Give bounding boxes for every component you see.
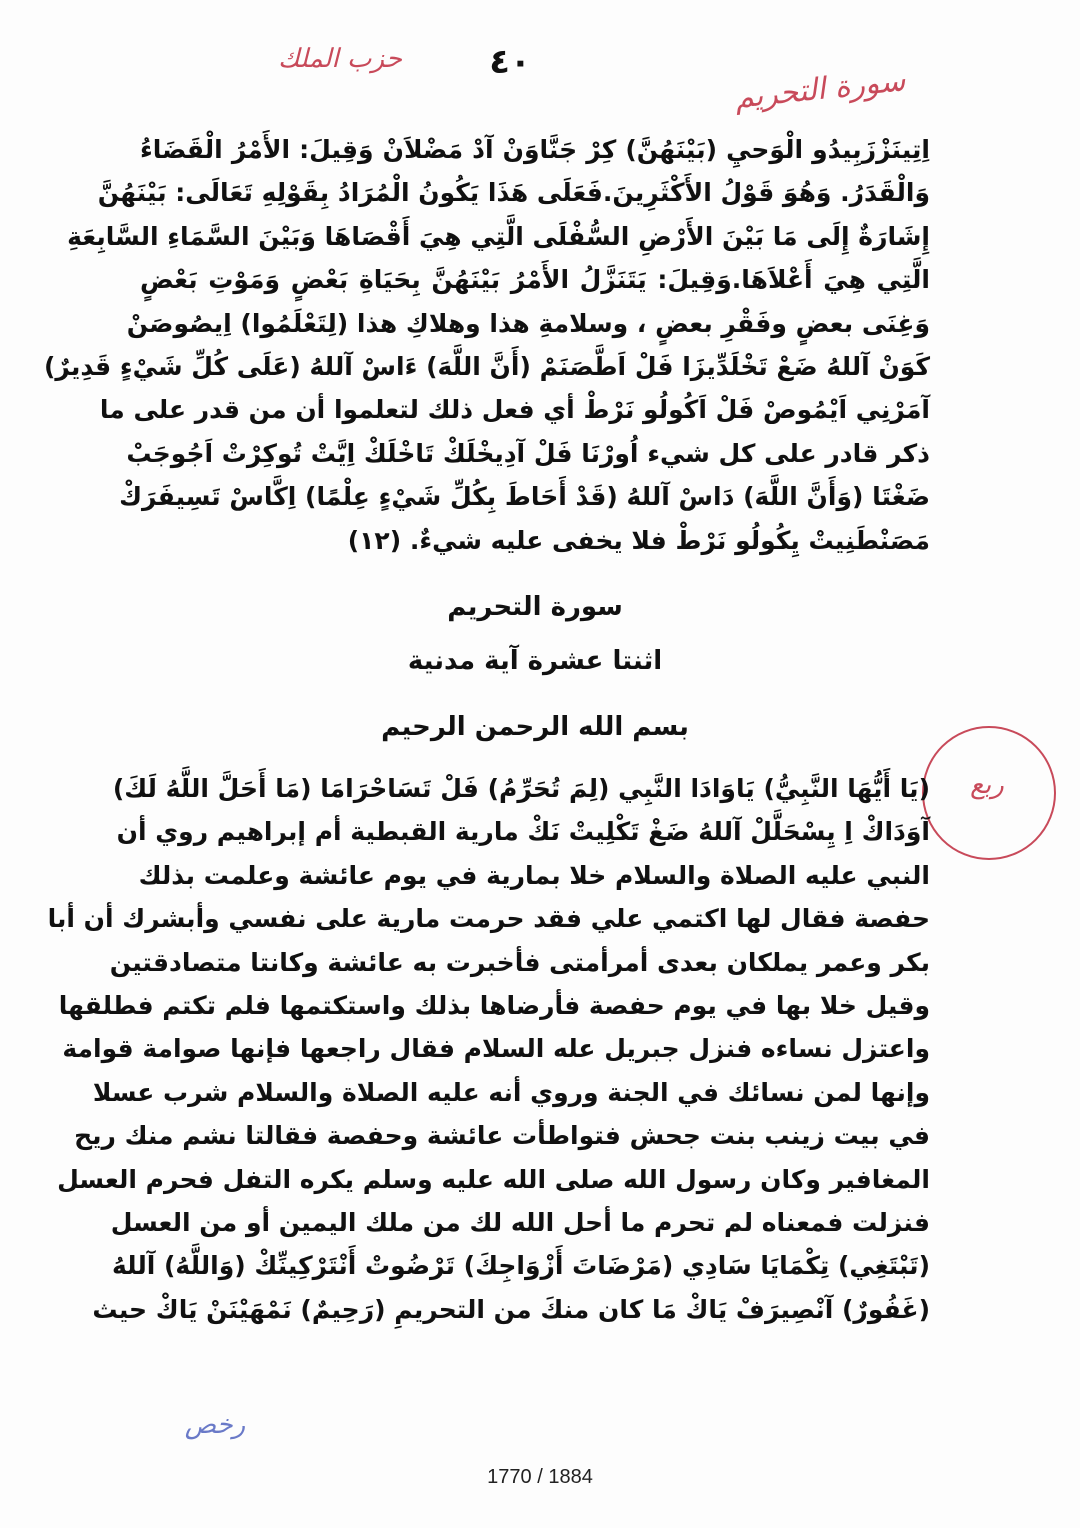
page-counter: 1770 / 1884 <box>487 1466 593 1488</box>
top-text-block <box>44 128 930 562</box>
text-line: (يَا أَيُّهَا النَّبِيُّ) يَاوَادَا النَّبِي (لِمَ تُحَرِّمُ) فَلْ تَسَاحْرَامَا (مَا أَحَلَّ اللَّهُ لَكَ) <box>112 774 930 803</box>
text-line: وإنها لمن نسائك في الجنة وروي أنه عليه الصلاة والسلام شرب عسلا <box>92 1077 930 1107</box>
text-line: وَغِنَى بعضٍ وفَقْرِ بعضٍ ، وسلامةِ هذا وهلاكِ هذا (لِتَعْلَمُوا) اِيصُوصَنْ <box>126 308 930 338</box>
text-line: (غَفُورٌ) آنْصِيرَفْ يَاكْ مَا كان منكَ من التحريمِ (رَحِيمٌ) نَمْهَيْنَنْ يَاكْ حيث <box>92 1294 930 1324</box>
text-line: (تَبْتَغِي) تِكْمَايَا سَادِي (مَرْضَاتَ أَزْوَاجِكَ) تَرْضُوتْ أَنْتَرْكِينِّكْ (وَاللَّهُ) آللهُ <box>111 1251 930 1281</box>
text-line: كَوَنْ آللهُ ضَعْ تَخْلَدِّيزَا فَلْ اَطَّصَنَمْ (أَنَّ اللَّهَ) ءَاسْ آللهُ (عَلَى كُلِّ شَيْءٍ قَدِيرٌ) <box>44 351 930 381</box>
text-line: واعتزل نساءه فنزل جبريل عله السلام فقال راجعها فإنها صوامة قوامة <box>62 1034 930 1064</box>
basmala-heading: بسم الله الرحمن الرحيم <box>381 712 689 742</box>
text-line: اِتِينَزْزَبِيدُو الْوَحيِ (بَيْنَهُنَّ) كِرْ جَنَّاوَنْ آدْ مَضْلاَنْ وَقِيلَ: الأَمْرُ الْقَضَاءُ <box>140 135 930 164</box>
text-line: ذكر قادر على كل شيء اُورْنَا فَلْ آدِيخْلَكْ تَاخْلَكْ اِيَّتْ تُوكِرْتْ اَجُوجَبْ <box>126 438 930 468</box>
text-line: بكر وعمر يملكان بعدى أمرأمتى فأخبرت به عائشة وكانتا متصادقتين <box>109 947 930 977</box>
text-line: وقيل خلا بها في يوم حفصة فأرضاها بذلك واستكتمها فلم تكتم فطلقها <box>58 990 930 1020</box>
text-line: في بيت زينب بنت جحش فتواطأت عائشة وحفصة فقالتا نشم منك ريح <box>74 1121 930 1151</box>
surah-handwritten-note: سورة التحريم <box>733 63 907 116</box>
verse-count-heading: اثنتا عشرة آية مدنية <box>407 646 663 676</box>
surah-title: سورة التحريم <box>447 592 623 622</box>
rub-handwritten-note: ربع <box>970 770 1004 800</box>
text-line: فنزلت فمعناه لم تحرم ما أحل الله لك من ملك اليمين أو من العسل <box>110 1207 930 1237</box>
page-number: ٤٠ <box>489 42 531 82</box>
text-line: حفصة فقال لها اكتمي علي فقد حرمت مارية على نفسي وأبشرك أن أبا <box>47 904 930 934</box>
hizb-handwritten-note: حزب الملك <box>278 44 402 74</box>
text-line: آوَدَاكْ اِ يِسْحَلَّلْ آللهُ ضَغْ تَكْلِيتْ نَكْ مارية القبطية أم إبراهيم روي أن <box>116 817 930 847</box>
text-line: آمَرْنِي اَيْمُوصْ فَلْ اَكُولُو نَرْطْ أي فعل ذلك لتعلموا أن من قدر على ما <box>99 395 930 425</box>
text-line: ضَغْتَا (وَأَنَّ اللَّهَ) دَاسْ آللهُ (قَدْ أَحَاطَ بِكُلِّ شَيْءٍ عِلْمًا) اِكَّاسْ تَسِيفَرَكْ <box>119 482 930 512</box>
text-line: الَّتِي هِيَ أَعْلاَهَا.وَقِيلَ: يَتَنَزَّلُ الأَمْرُ بَيْنَهُنَّ بِحَيَاةِ بَعْضٍ وَمَوْتِ بَعْضٍ <box>140 265 930 295</box>
bottom-handwritten-note: رخص <box>184 1410 246 1440</box>
text-line: وَالْقَدَرُ. وَهُوَ قَوْلُ الأَكْثَرِينَ.فَعَلَى هَذَا يَكُونُ الْمُرَادُ بِقَوْلِهِ تَعَالَى: بَيْنَهُنَّ <box>97 178 930 208</box>
text-line: المغافير وكان رسول الله صلى الله عليه وسلم يكره التفل فحرم العسل <box>57 1164 930 1194</box>
bottom-text-block <box>47 767 930 1331</box>
text-line: مَصَنْطَنِيتْ يِكُولُو نَرْطْ فلا يخفى عليه شيءٌ. (١٢) <box>347 525 930 555</box>
text-line: إِشَارَةٌ إِلَى مَا بَيْنَ الأَرْضِ السُّفْلَى الَّتِي هِيَ أَقْصَاهَا وَبَيْنَ السَّمَاءِ السَّابِعَةِ <box>67 221 930 251</box>
text-line: النبي عليه الصلاة والسلام خلا بمارية في يوم عائشة وعلمت بذلك <box>138 860 930 890</box>
